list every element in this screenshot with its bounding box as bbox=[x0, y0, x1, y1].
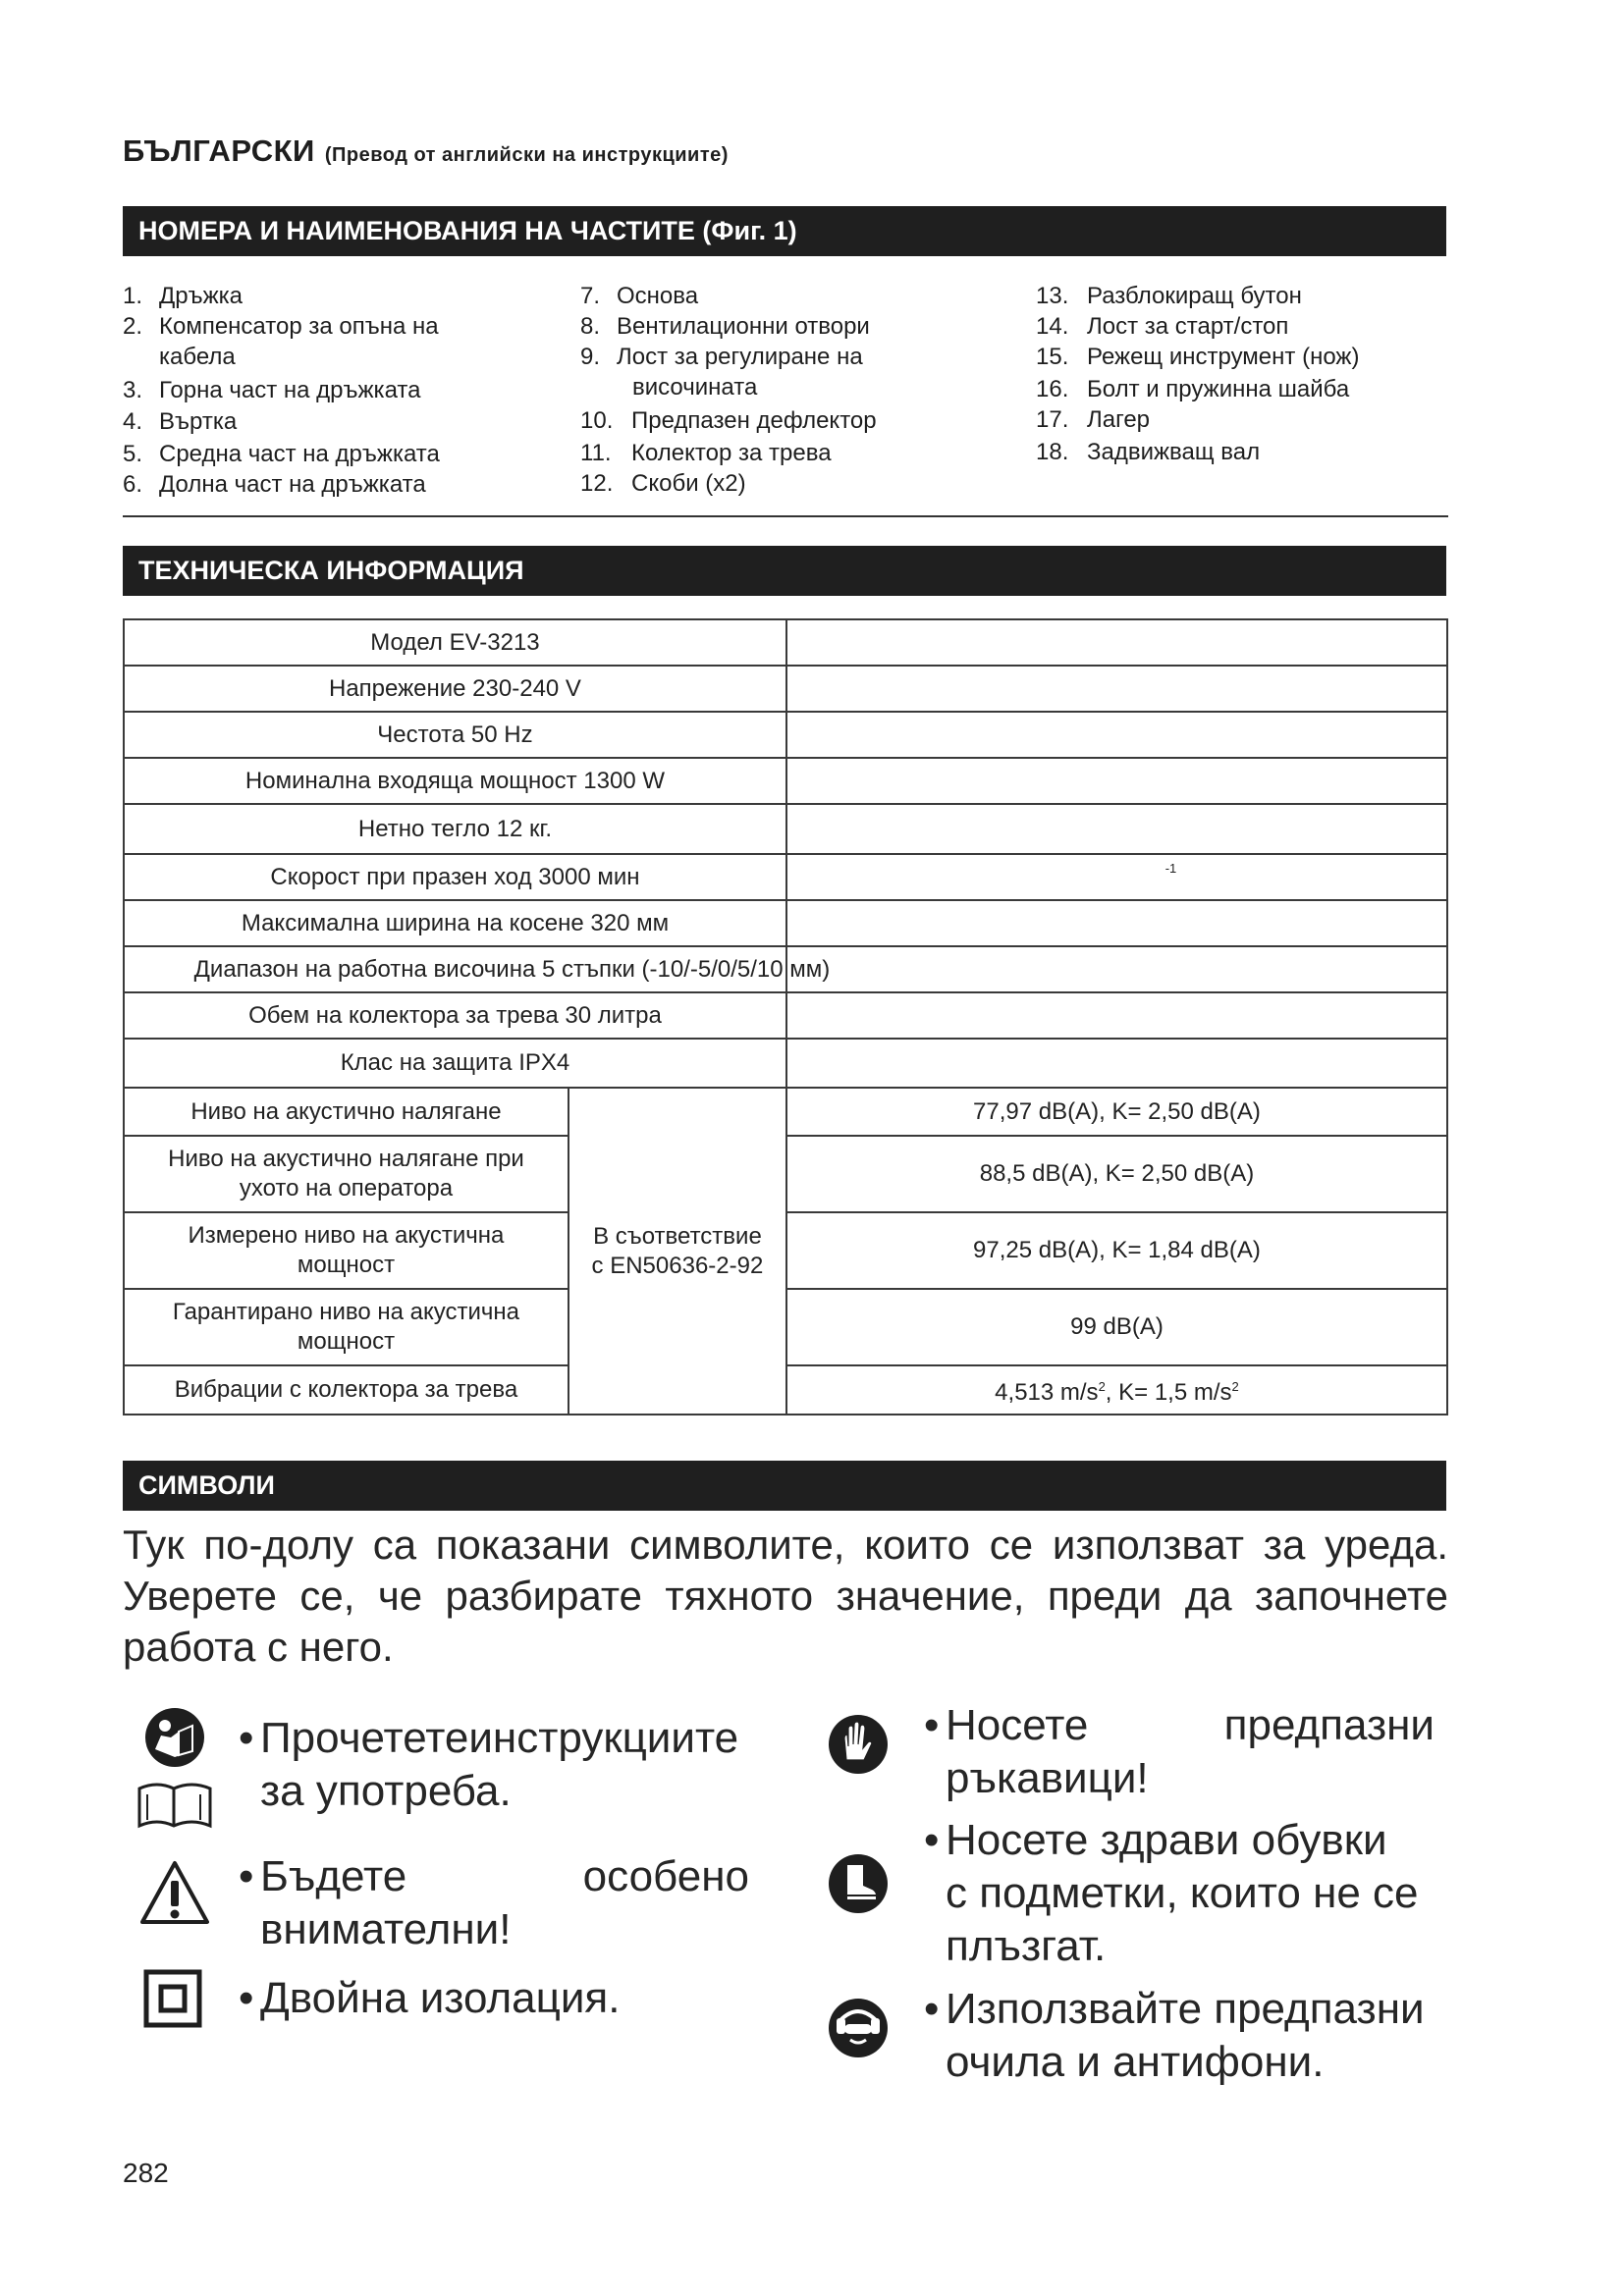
table-row bbox=[124, 1289, 1447, 1365]
symbol-goggles-text: • Използвайте предпазни очила и антифони. bbox=[924, 1985, 1425, 2086]
acoustic-value: 88,5 dB(A), K= 2,50 dB(A) bbox=[786, 1136, 1447, 1212]
acoustic-label: Ниво на акустично налягане bbox=[124, 1088, 568, 1136]
table-row bbox=[124, 758, 1447, 804]
standard-cell: В съответствие с EN50636-2-92 bbox=[568, 1088, 786, 1415]
table-row bbox=[124, 900, 1447, 946]
section-divider bbox=[123, 515, 1448, 517]
acoustic-label: Измерено ниво на акустична мощност bbox=[124, 1212, 568, 1289]
part-item: 17. Лагер bbox=[1036, 406, 1151, 433]
table-row bbox=[124, 712, 1447, 758]
empty-cell bbox=[786, 666, 1447, 712]
acoustic-value: 99 dB(A) bbox=[786, 1289, 1447, 1365]
table-row bbox=[124, 946, 1447, 992]
goggles-earmuffs-icon bbox=[827, 1997, 890, 2059]
part-item: 2. Компенсатор за опъна на кабела bbox=[123, 313, 439, 370]
part-item: 9. Лост за регулиране на височината bbox=[580, 344, 863, 400]
table-row bbox=[124, 619, 1447, 666]
part-item: 10. Предпазен дефлектор bbox=[580, 407, 877, 434]
speed-unit-cell bbox=[786, 854, 1447, 900]
page-number: 282 bbox=[123, 2158, 169, 2188]
spec-weight: Нетно тегло 12 кг. bbox=[124, 804, 786, 854]
table-row bbox=[124, 1212, 1447, 1289]
spec-collector-volume: Обем на колектора за трева 30 литра bbox=[124, 992, 786, 1039]
symbol-read-manual-text: • Прочететеинструкциите за употреба. bbox=[239, 1714, 739, 1815]
empty-cell bbox=[786, 946, 1447, 992]
translation-note: (Превод от английски на инструкциите) bbox=[324, 144, 729, 166]
acoustic-label: Гарантирано ниво на акустична мощност bbox=[124, 1289, 568, 1365]
empty-cell bbox=[786, 900, 1447, 946]
boots-icon bbox=[827, 1852, 890, 1915]
symbol-double-insulation-text: • Двойна изолация. bbox=[239, 1974, 621, 2022]
spec-power: Номинална входяща мощност 1300 W bbox=[124, 758, 786, 804]
table-row bbox=[124, 804, 1447, 854]
part-item: 11. Колектор за трева bbox=[580, 440, 832, 466]
acoustic-label: Ниво на акустично налягане при ухото на оператора bbox=[124, 1136, 568, 1212]
spec-model: Модел EV-3213 bbox=[124, 619, 786, 666]
table-row bbox=[124, 1039, 1447, 1088]
part-item: 4. Въртка bbox=[123, 408, 238, 435]
part-item: 5. Средна част на дръжката bbox=[123, 441, 440, 467]
parts-column-2 bbox=[580, 281, 973, 499]
empty-cell bbox=[786, 804, 1447, 854]
part-item: 18. Задвижващ вал bbox=[1036, 439, 1261, 465]
part-item: 13. Разблокиращ бутон bbox=[1036, 283, 1302, 309]
table-row bbox=[124, 992, 1447, 1039]
language-label: БЪЛГАРСКИ bbox=[123, 133, 315, 168]
parts-column-3 bbox=[1036, 281, 1448, 467]
table-row bbox=[124, 854, 1447, 900]
warning-triangle-icon bbox=[139, 1859, 210, 1926]
parts-heading: НОМЕРА И НАИМЕНОВАНИЯ НА ЧАСТИТЕ (Фиг. 1) bbox=[123, 206, 1446, 256]
empty-cell bbox=[786, 1039, 1447, 1088]
empty-cell bbox=[786, 992, 1447, 1039]
tech-heading: ТЕХНИЧЕСКА ИНФОРМАЦИЯ bbox=[123, 546, 1446, 596]
double-insulation-icon bbox=[143, 1969, 202, 2028]
spec-height-range: Диапазон на работна височина 5 стъпки (-10/-5/0/5/10 мм) bbox=[124, 946, 786, 992]
read-manual-icon bbox=[135, 1706, 214, 1832]
part-item: 8. Вентилационни отвори bbox=[580, 313, 870, 340]
table-row bbox=[124, 1088, 1447, 1136]
symbol-gloves-text: • Носете предпазни ръкавици! bbox=[924, 1701, 1435, 1802]
symbols-intro: Тук по-долу са показани символите, които се използват за уреда. Уверете се, че разбирате тяхното значение, преди да започнете работа с него. bbox=[123, 1522, 1448, 1670]
acoustic-value: 77,97 dB(A), K= 2,50 dB(A) bbox=[786, 1088, 1447, 1136]
spec-speed: Скорост при празен ход 3000 мин bbox=[124, 854, 786, 900]
symbol-warning-text: • Бъдете особено внимателни! bbox=[239, 1852, 749, 1953]
spec-cutting-width: Максимална ширина на косене 320 мм bbox=[124, 900, 786, 946]
spec-protection-class: Клас на защита IPX4 bbox=[124, 1039, 786, 1088]
gloves-icon bbox=[827, 1713, 890, 1776]
language-title bbox=[123, 133, 729, 169]
part-item: 12. Скоби (x2) bbox=[580, 470, 746, 497]
empty-cell bbox=[786, 619, 1447, 666]
part-item: 14. Лост за старт/стоп bbox=[1036, 313, 1289, 340]
table-row bbox=[124, 666, 1447, 712]
spec-voltage: Напрежение 230-240 V bbox=[124, 666, 786, 712]
part-item: 6. Долна част на дръжката bbox=[123, 471, 426, 498]
empty-cell bbox=[786, 712, 1447, 758]
table-row bbox=[124, 1136, 1447, 1212]
spec-frequency: Честота 50 Hz bbox=[124, 712, 786, 758]
part-item: 16. Болт и пружинна шайба bbox=[1036, 376, 1350, 402]
part-item: 3. Горна част на дръжката bbox=[123, 377, 421, 403]
acoustic-value: 97,25 dB(A), K= 1,84 dB(A) bbox=[786, 1212, 1447, 1289]
vibration-value: 4,513 $m/s^2$, K= 1,5 $m/s^2$ bbox=[786, 1365, 1447, 1415]
speed-superscript: -1 bbox=[1164, 860, 1177, 876]
part-item: 7. Основа bbox=[580, 283, 699, 309]
vibration-label: Вибрации с колектора за трева bbox=[124, 1365, 568, 1415]
part-item: 15. Режещ инструмент (нож) bbox=[1036, 344, 1360, 370]
part-item: 1. Дръжка bbox=[123, 283, 244, 309]
parts-column-1 bbox=[123, 281, 476, 500]
empty-cell bbox=[786, 758, 1447, 804]
symbol-boots-text: • Носете здрави обувки с подметки, които не се плъзгат. bbox=[924, 1816, 1419, 1970]
symbols-heading: СИМВОЛИ bbox=[123, 1461, 1446, 1511]
tech-spec-table bbox=[123, 618, 1448, 1415]
table-row bbox=[124, 1365, 1447, 1415]
